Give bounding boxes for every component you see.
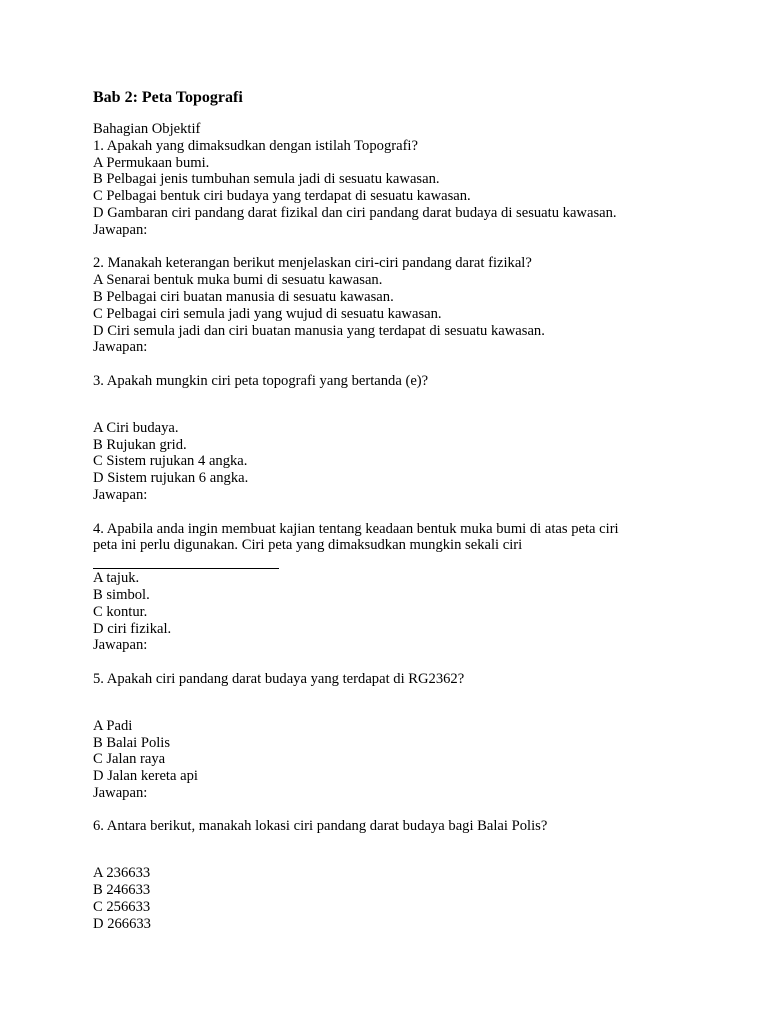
option-a: A Permukaan bumi.: [93, 154, 210, 171]
option-c: C kontur.: [93, 603, 148, 620]
option-a: A Senarai bentuk muka bumi di sesuatu kawasan.: [93, 272, 383, 289]
question-5: [93, 671, 733, 802]
section-heading: Bahagian Objektif: [93, 121, 201, 137]
option-b: B Pelbagai ciri buatan manusia di sesuatu kawasan.: [93, 288, 394, 305]
answer-label: Jawapan:: [93, 637, 148, 654]
question-text: 2. Manakah keterangan berikut menjelaskan ciri-ciri pandang darat fizikal?: [93, 255, 532, 272]
question-6: [93, 818, 733, 932]
question-text: 6. Antara berikut, manakah lokasi ciri pandang darat budaya bagi Balai Polis?: [93, 818, 548, 835]
option-b: B Pelbagai jenis tumbuhan semula jadi di sesuatu kawasan.: [93, 171, 440, 188]
option-b: B Rujukan grid.: [93, 436, 187, 453]
question-4: [93, 521, 733, 655]
option-d: D Jalan kereta api: [93, 768, 198, 785]
option-d: D Sistem rujukan 6 angka.: [93, 470, 249, 487]
option-c: C Pelbagai ciri semula jadi yang wujud di sesuatu kawasan.: [93, 305, 442, 322]
question-text-line-2: peta ini perlu digunakan. Ciri peta yang dimaksudkan mungkin sekali ciri: [93, 537, 523, 554]
question-text: 5. Apakah ciri pandang darat budaya yang terdapat di RG2362?: [93, 670, 465, 687]
answer-label: Jawapan:: [93, 221, 148, 238]
option-a: A 236633: [93, 865, 151, 882]
document-page: [93, 88, 733, 932]
document-title: Bab 2: Peta Topografi: [93, 89, 243, 106]
question-2: [93, 255, 733, 356]
answer-label: Jawapan:: [93, 486, 148, 503]
answer-label: Jawapan:: [93, 339, 148, 356]
option-d: D 266633: [93, 915, 151, 932]
option-d: D Gambaran ciri pandang darat fizikal dan ciri pandang darat budaya di sesuatu kawasan.: [93, 204, 617, 221]
question-1: [93, 138, 733, 239]
option-c: C Sistem rujukan 4 angka.: [93, 453, 248, 470]
question-3: [93, 373, 733, 504]
option-b: B simbol.: [93, 586, 150, 603]
option-a: A tajuk.: [93, 570, 140, 587]
option-b: B 246633: [93, 882, 151, 899]
question-text-line-1: 4. Apabila anda ingin membuat kajian tentang keadaan bentuk muka bumi di atas peta ciri: [93, 520, 619, 537]
option-d: D Ciri semula jadi dan ciri buatan manusia yang terdapat di sesuatu kawasan.: [93, 322, 545, 339]
question-text: 1. Apakah yang dimaksudkan dengan istilah Topografi?: [93, 137, 418, 154]
option-c: C 256633: [93, 898, 151, 915]
option-a: A Padi: [93, 717, 133, 734]
answer-blank-line: [93, 554, 279, 569]
answer-label: Jawapan:: [93, 784, 148, 801]
option-d: D ciri fizikal.: [93, 620, 172, 637]
option-c: C Pelbagai bentuk ciri budaya yang terdapat di sesuatu kawasan.: [93, 188, 471, 205]
option-c: C Jalan raya: [93, 751, 166, 768]
option-a: A Ciri budaya.: [93, 419, 179, 436]
question-text: 3. Apakah mungkin ciri peta topografi yang bertanda (e)?: [93, 372, 429, 389]
option-b: B Balai Polis: [93, 734, 171, 751]
